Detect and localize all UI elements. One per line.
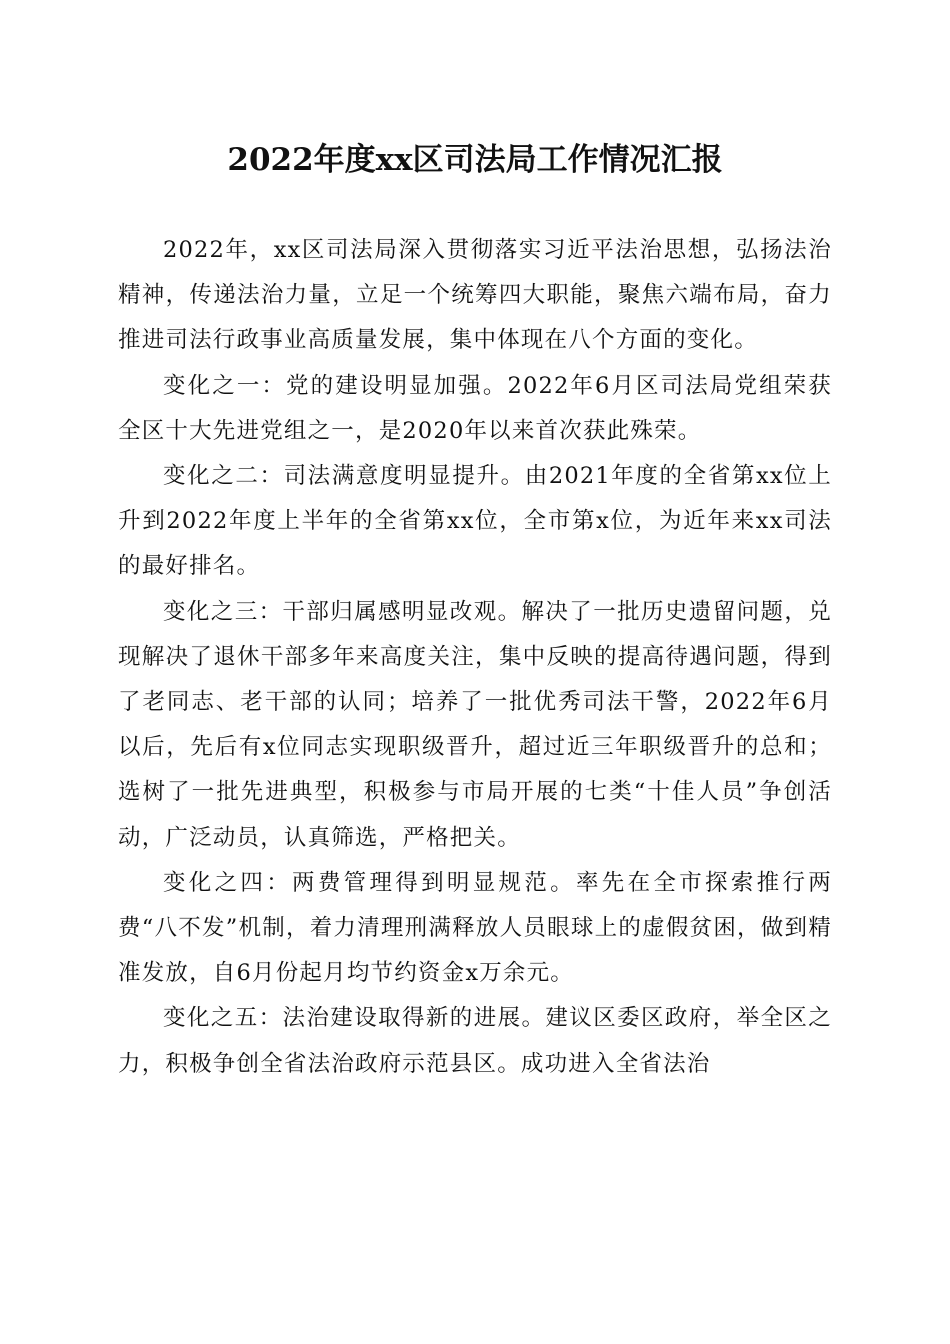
paragraph-change-2: 变化之二：司法满意度明显提升。由2021年度的全省第xx位上升到2022年度上半年的全省第xx位，全市第x位，为近年来xx司法的最好排名。 [118, 463, 832, 580]
document-title: 2022年度xx区司法局工作情况汇报 [227, 142, 723, 178]
paragraph-change-5: 变化之五：法治建设取得新的进展。建议区委区政府，举全区之力，积极争创全省法治政府示范县区。成功进入全省法治 [118, 1005, 832, 1077]
paragraph-intro: 2022年，xx区司法局深入贯彻落实习近平法治思想，弘扬法治精神，传递法治力量，立足一个统筹四大职能，聚焦六端布局，奋力推进司法行政事业高质量发展，集中体现在八个方面的变化。 [118, 237, 832, 354]
paragraph-change-3: 变化之三：干部归属感明显改观。解决了一批历史遗留问题，兑现解决了退休干部多年来高度关注，集中反映的提高待遇问题，得到了老同志、老干部的认同；培养了一批优秀司法干警，2022年6月以后，先后有x位同志实现职级晋升，超过近三年职级晋升的总和；选树了一批先进典型，积极参与市局开展的七类“十佳人员”争创活动，广泛动员，认真筛选，严格把关。 [118, 598, 832, 851]
paragraph-change-1: 变化之一：党的建设明显加强。2022年6月区司法局党组荣获全区十大先进党组之一，是2020年以来首次获此殊荣。 [118, 372, 832, 444]
paragraph-change-4: 变化之四：两费管理得到明显规范。率先在全市探索推行两费“八不发”机制，着力清理刑满释放人员眼球上的虚假贫困，做到精准发放，自6月份起月均节约资金x万余元。 [118, 869, 832, 987]
document-body [118, 228, 832, 1087]
